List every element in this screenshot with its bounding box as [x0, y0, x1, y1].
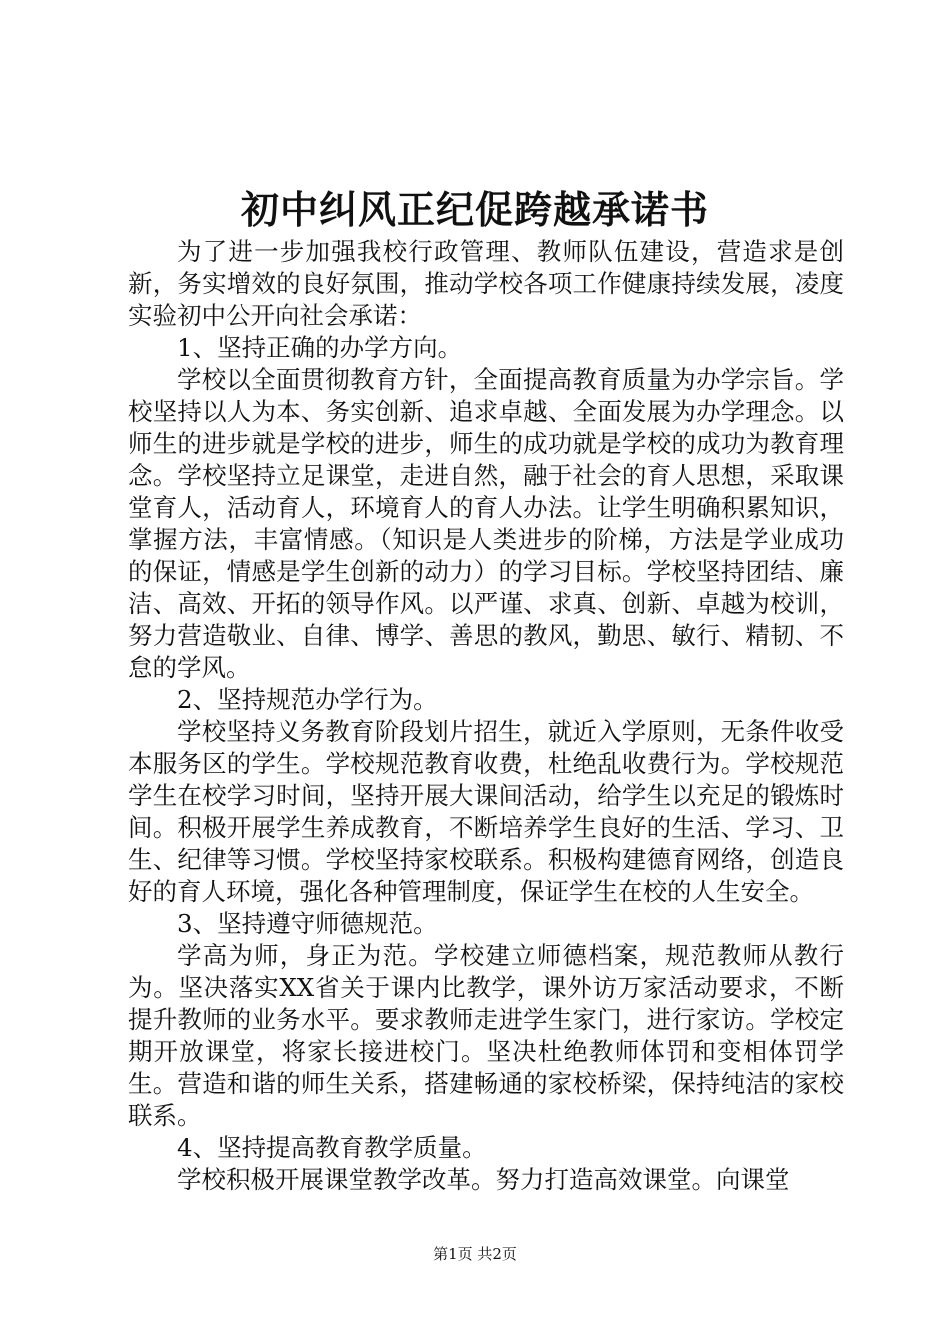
intro-paragraph: 为了进一步加强我校行政管理、教师队伍建设，营造求是创新，务实增效的良好氛围，推动学校各项工作健康持续发展，凌度实验初中公开向社会承诺：	[128, 237, 844, 330]
document-body	[128, 236, 844, 1196]
section-paragraph-3: 学高为师，身正为范。学校建立师德档案，规范教师从教行为。坚决落实XX省关于课内比教学，课外访万家活动要求，不断提升教师的业务水平。要求教师走进学生家门，进行家访。学校定期开放课堂，将家长接进校门。坚决杜绝教师体罚和变相体罚学生。营造和谐的师生关系，搭建畅通的家校桥梁，保持纯洁的家校联系。	[128, 941, 844, 1130]
section-paragraph-4: 学校积极开展课堂教学改革。努力打造高效课堂。向课堂	[177, 1165, 790, 1194]
section-heading-4: 4、坚持提高教育教学质量。	[177, 1133, 487, 1162]
document-title: 初中纠风正纪促跨越承诺书	[240, 187, 709, 232]
page-number-footer: 第1页 共2页	[433, 1245, 517, 1263]
section-heading-1: 1、坚持正确的办学方向。	[177, 333, 463, 362]
section-heading-2: 2、坚持规范办学行为。	[177, 685, 438, 714]
section-heading-3: 3、坚持遵守师德规范。	[177, 909, 438, 938]
section-paragraph-2: 学校坚持义务教育阶段划片招生，就近入学原则，无条件收受本服务区的学生。学校规范教育收费，杜绝乱收费行为。学校规范学生在校学习时间，坚持开展大课间活动，给学生以充足的锻炼时间。积极开展学生养成教育，不断培养学生良好的生活、学习、卫生、纪律等习惯。学校坚持家校联系。积极构建德育网络，创造良好的育人环境，强化各种管理制度，保证学生在校的人生安全。	[128, 717, 844, 906]
section-paragraph-1: 学校以全面贯彻教育方针，全面提高教育质量为办学宗旨。学校坚持以人为本、务实创新、追求卓越、全面发展为办学理念。以师生的进步就是学校的进步，师生的成功就是学校的成功为教育理念。学校坚持立足课堂，走进自然，融于社会的育人思想，采取课堂育人，活动育人，环境育人的育人办法。让学生明确积累知识，掌握方法，丰富情感。（知识是人类进步的阶梯，方法是学业成功的保证，情感是学生创新的动力）的学习目标。学校坚持团结、廉洁、高效、开拓的领导作风。以严谨、求真、创新、卓越为校训，努力营造敬业、自律、博学、善思的教风，勤思、敏行、精韧、不怠的学风。	[128, 365, 844, 682]
